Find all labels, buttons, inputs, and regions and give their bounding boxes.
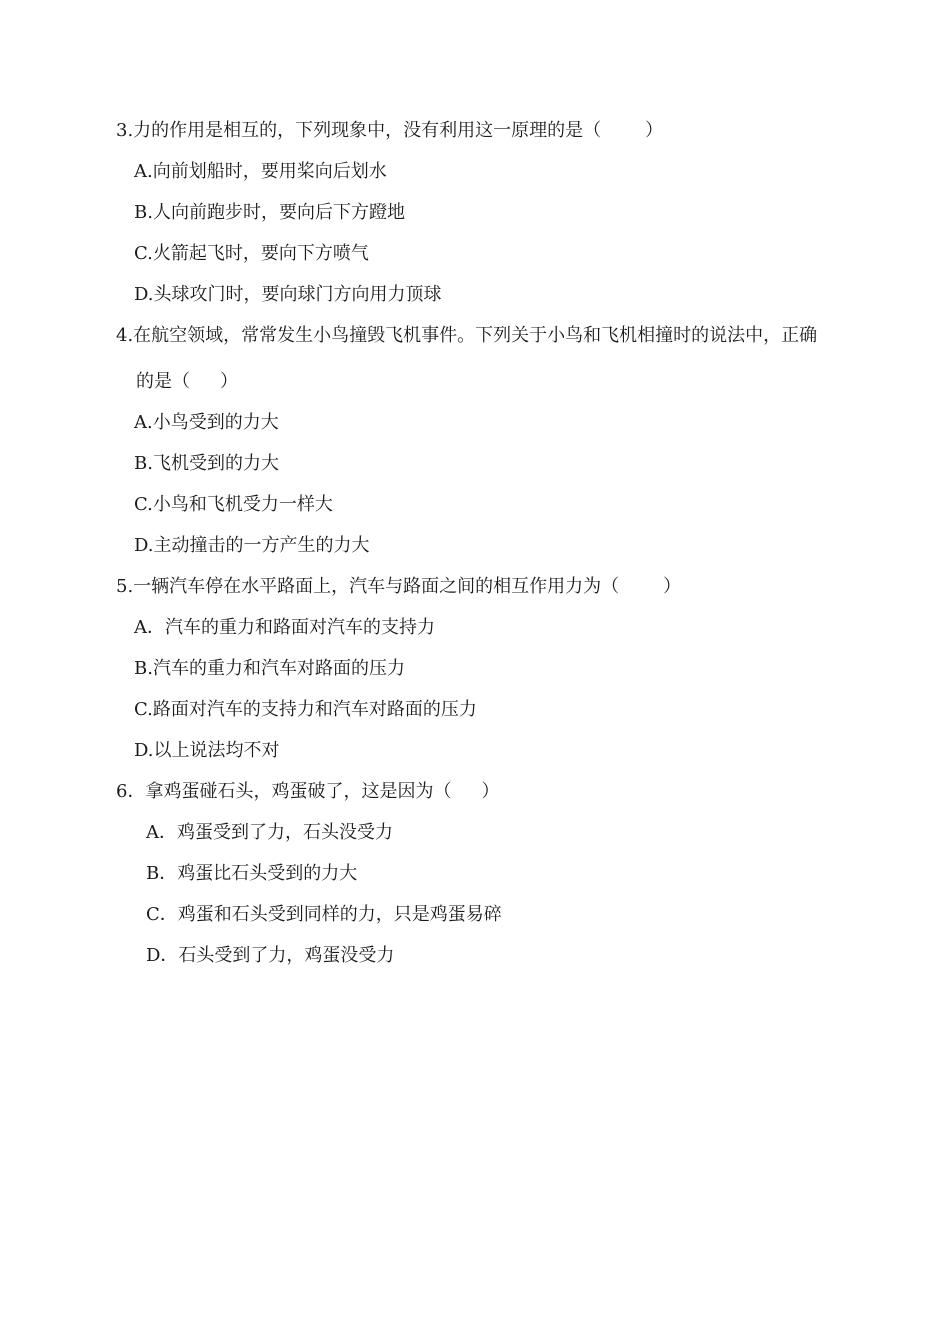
question-6-option-c: C．鸡蛋和石头受到同样的力，只是鸡蛋易碎	[146, 904, 502, 925]
question-4-option-a: A.小鸟受到的力大	[134, 412, 279, 433]
question-6-option-d: D．石头受到了力，鸡蛋没受力	[146, 945, 395, 966]
question-5-option-a: A．汽车的重力和路面对汽车的支持力	[134, 617, 435, 638]
question-3-option-d: D.头球攻门时，要向球门方向用力顶球	[134, 284, 442, 305]
question-4-stem-continued: 的是（ ）	[136, 371, 238, 392]
question-6-option-a: A．鸡蛋受到了力，石头没受力	[146, 822, 393, 843]
question-3-stem: 3.力的作用是相互的，下列现象中，没有利用这一原理的是（ ）	[116, 120, 664, 141]
question-3-option-c: C.火箭起飞时，要向下方喷气	[134, 243, 369, 264]
question-5-option-b: B.汽车的重力和汽车对路面的压力	[134, 658, 405, 679]
question-6-option-b: B．鸡蛋比石头受到的力大	[146, 863, 358, 884]
question-3-option-b: B.人向前跑步时，要向后下方蹬地	[134, 202, 405, 223]
question-4-stem: 4.在航空领域，常常发生小鸟撞毁飞机事件。下列关于小鸟和飞机相撞时的说法中，正确	[116, 325, 818, 346]
question-6-stem: 6．拿鸡蛋碰石头，鸡蛋破了，这是因为（ ）	[116, 781, 500, 802]
question-4-option-b: B.飞机受到的力大	[134, 453, 279, 474]
question-4-option-d: D.主动撞击的一方产生的力大	[134, 535, 370, 556]
question-5-option-c: C.路面对汽车的支持力和汽车对路面的压力	[134, 699, 477, 720]
question-3-option-a: A.向前划船时，要用桨向后划水	[134, 161, 387, 182]
question-5-option-d: D.以上说法均不对	[134, 740, 280, 761]
question-5-stem: 5.一辆汽车停在水平路面上，汽车与路面之间的相互作用力为（ ）	[116, 576, 682, 597]
question-4-option-c: C.小鸟和飞机受力一样大	[134, 494, 333, 515]
